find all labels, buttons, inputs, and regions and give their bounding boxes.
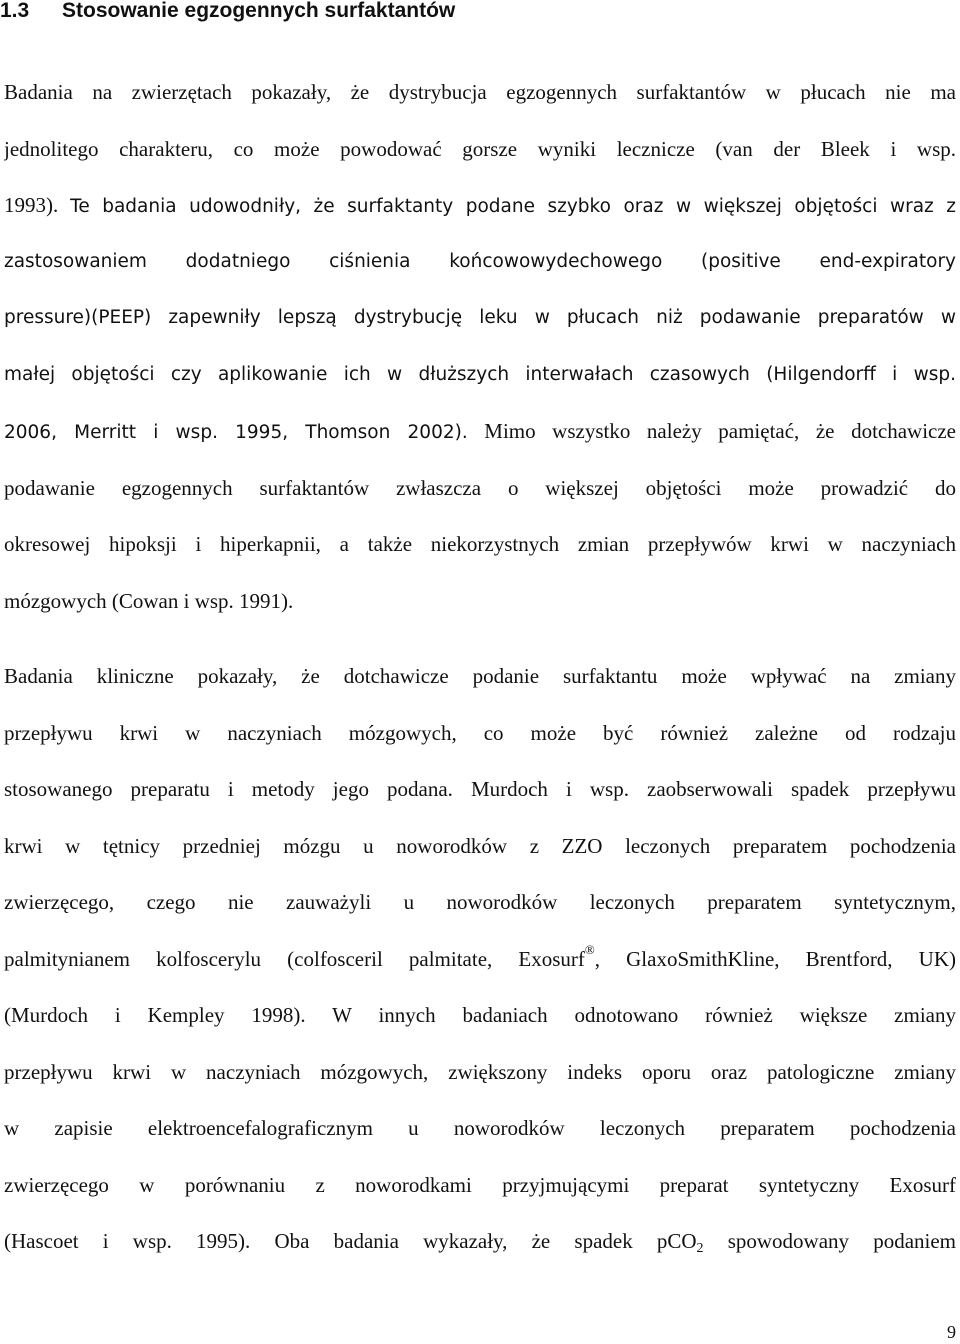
text-line: mózgowych (Cowan i wsp. 1991).: [4, 588, 294, 613]
subscript-2: 2: [696, 1241, 704, 1256]
text-run: spowodowany podaniem: [727, 1229, 956, 1253]
text-run: , GlaxoSmithKline, Brentford, UK): [594, 946, 956, 971]
text-line: okresowej hipoksji i hiperkapnii, a także niekorzystnych zmian przepływów krwi w naczyniach: [4, 532, 956, 556]
text-run: Mimo wszystko należy pamiętać, że dotchawicze: [484, 419, 956, 443]
text-line: [4, 987, 956, 1044]
text-run: Te badania udowodniły, że surfaktanty podane szybko oraz w większej objętości wraz z: [70, 196, 956, 217]
text-run: W innych badaniach odnotowano również większe zmiany: [332, 1003, 956, 1027]
text-run: (Hascoet i wsp. 1995).: [4, 1229, 251, 1253]
page-number: 9: [947, 1322, 956, 1342]
text-line: [4, 1213, 956, 1270]
text-line: [4, 177, 956, 234]
text-line: w zapisie elektroencefalograficznym u noworodków leczonych preparatem pochodzenia: [4, 1116, 956, 1140]
text-line: [4, 403, 956, 460]
registered-mark: ®: [584, 941, 595, 957]
text-line: [4, 931, 956, 988]
text-line: pressure)(PEEP) zapewniły lepszą dystrybucję leku w płucach niż podawanie preparatów w: [4, 307, 956, 328]
section-heading: [0, 0, 455, 26]
text-run: 2006, Merritt i wsp. 1995, Thomson 2002).: [4, 422, 468, 443]
text-line: przepływu krwi w naczyniach mózgowych, co może być również zależne od rodzaju: [4, 720, 956, 745]
text-line: zwierzęcego w porównaniu z noworodkami przyjmującymi preparat syntetyczny Exosurf: [4, 1172, 956, 1197]
text-line: Badania na zwierzętach pokazały, że dystrybucja egzogennych surfaktantów w płucach nie ma: [4, 80, 956, 104]
paragraph-1: [4, 64, 956, 629]
text-run: (Murdoch i Kempley 1998).: [4, 1003, 306, 1027]
text-line: krwi w tętnicy przedniej mózgu u noworodków z ZZO leczonych preparatem pochodzenia: [4, 833, 956, 858]
text-run: palmitynianem kolfoscerylu (colfosceril palmitate, Exosurf: [4, 946, 585, 971]
text-line: przepływu krwi w naczyniach mózgowych, zwiększony indeks oporu oraz patologiczne zmiany: [4, 1059, 956, 1084]
text-line: zwierzęcego, czego nie zauważyli u noworodków leczonych preparatem syntetycznym,: [4, 890, 956, 914]
text-run: 1993).: [4, 193, 59, 217]
text-line: stosowanego preparatu i metody jego podana. Murdoch i wsp. zaobserwowali spadek przepływu: [4, 777, 956, 801]
paragraph-2: [4, 648, 956, 1270]
text-run: Oba badania wykazały, że spadek pCO: [274, 1229, 697, 1253]
text-line: małej objętości czy aplikowanie ich w dłuższych interwałach czasowych (Hilgendorff i wsp.: [4, 363, 956, 385]
text-line: jednolitego charakteru, co może powodować gorsze wyniki lecznicze (van der Bleek i wsp.: [4, 136, 956, 161]
section-title: Stosowanie egzogennych surfaktantów: [62, 0, 456, 22]
text-line: podawanie egzogennych surfaktantów zwłaszcza o większej objętości może prowadzić do: [4, 475, 956, 500]
text-line: zastosowaniem dodatniego ciśnienia końcowowydechowego (positive end-expiratory: [4, 250, 956, 272]
section-number: 1.3: [0, 0, 30, 22]
text-line: Badania kliniczne pokazały, że dotchawicze podanie surfaktantu może wpływać na zmiany: [4, 664, 956, 688]
